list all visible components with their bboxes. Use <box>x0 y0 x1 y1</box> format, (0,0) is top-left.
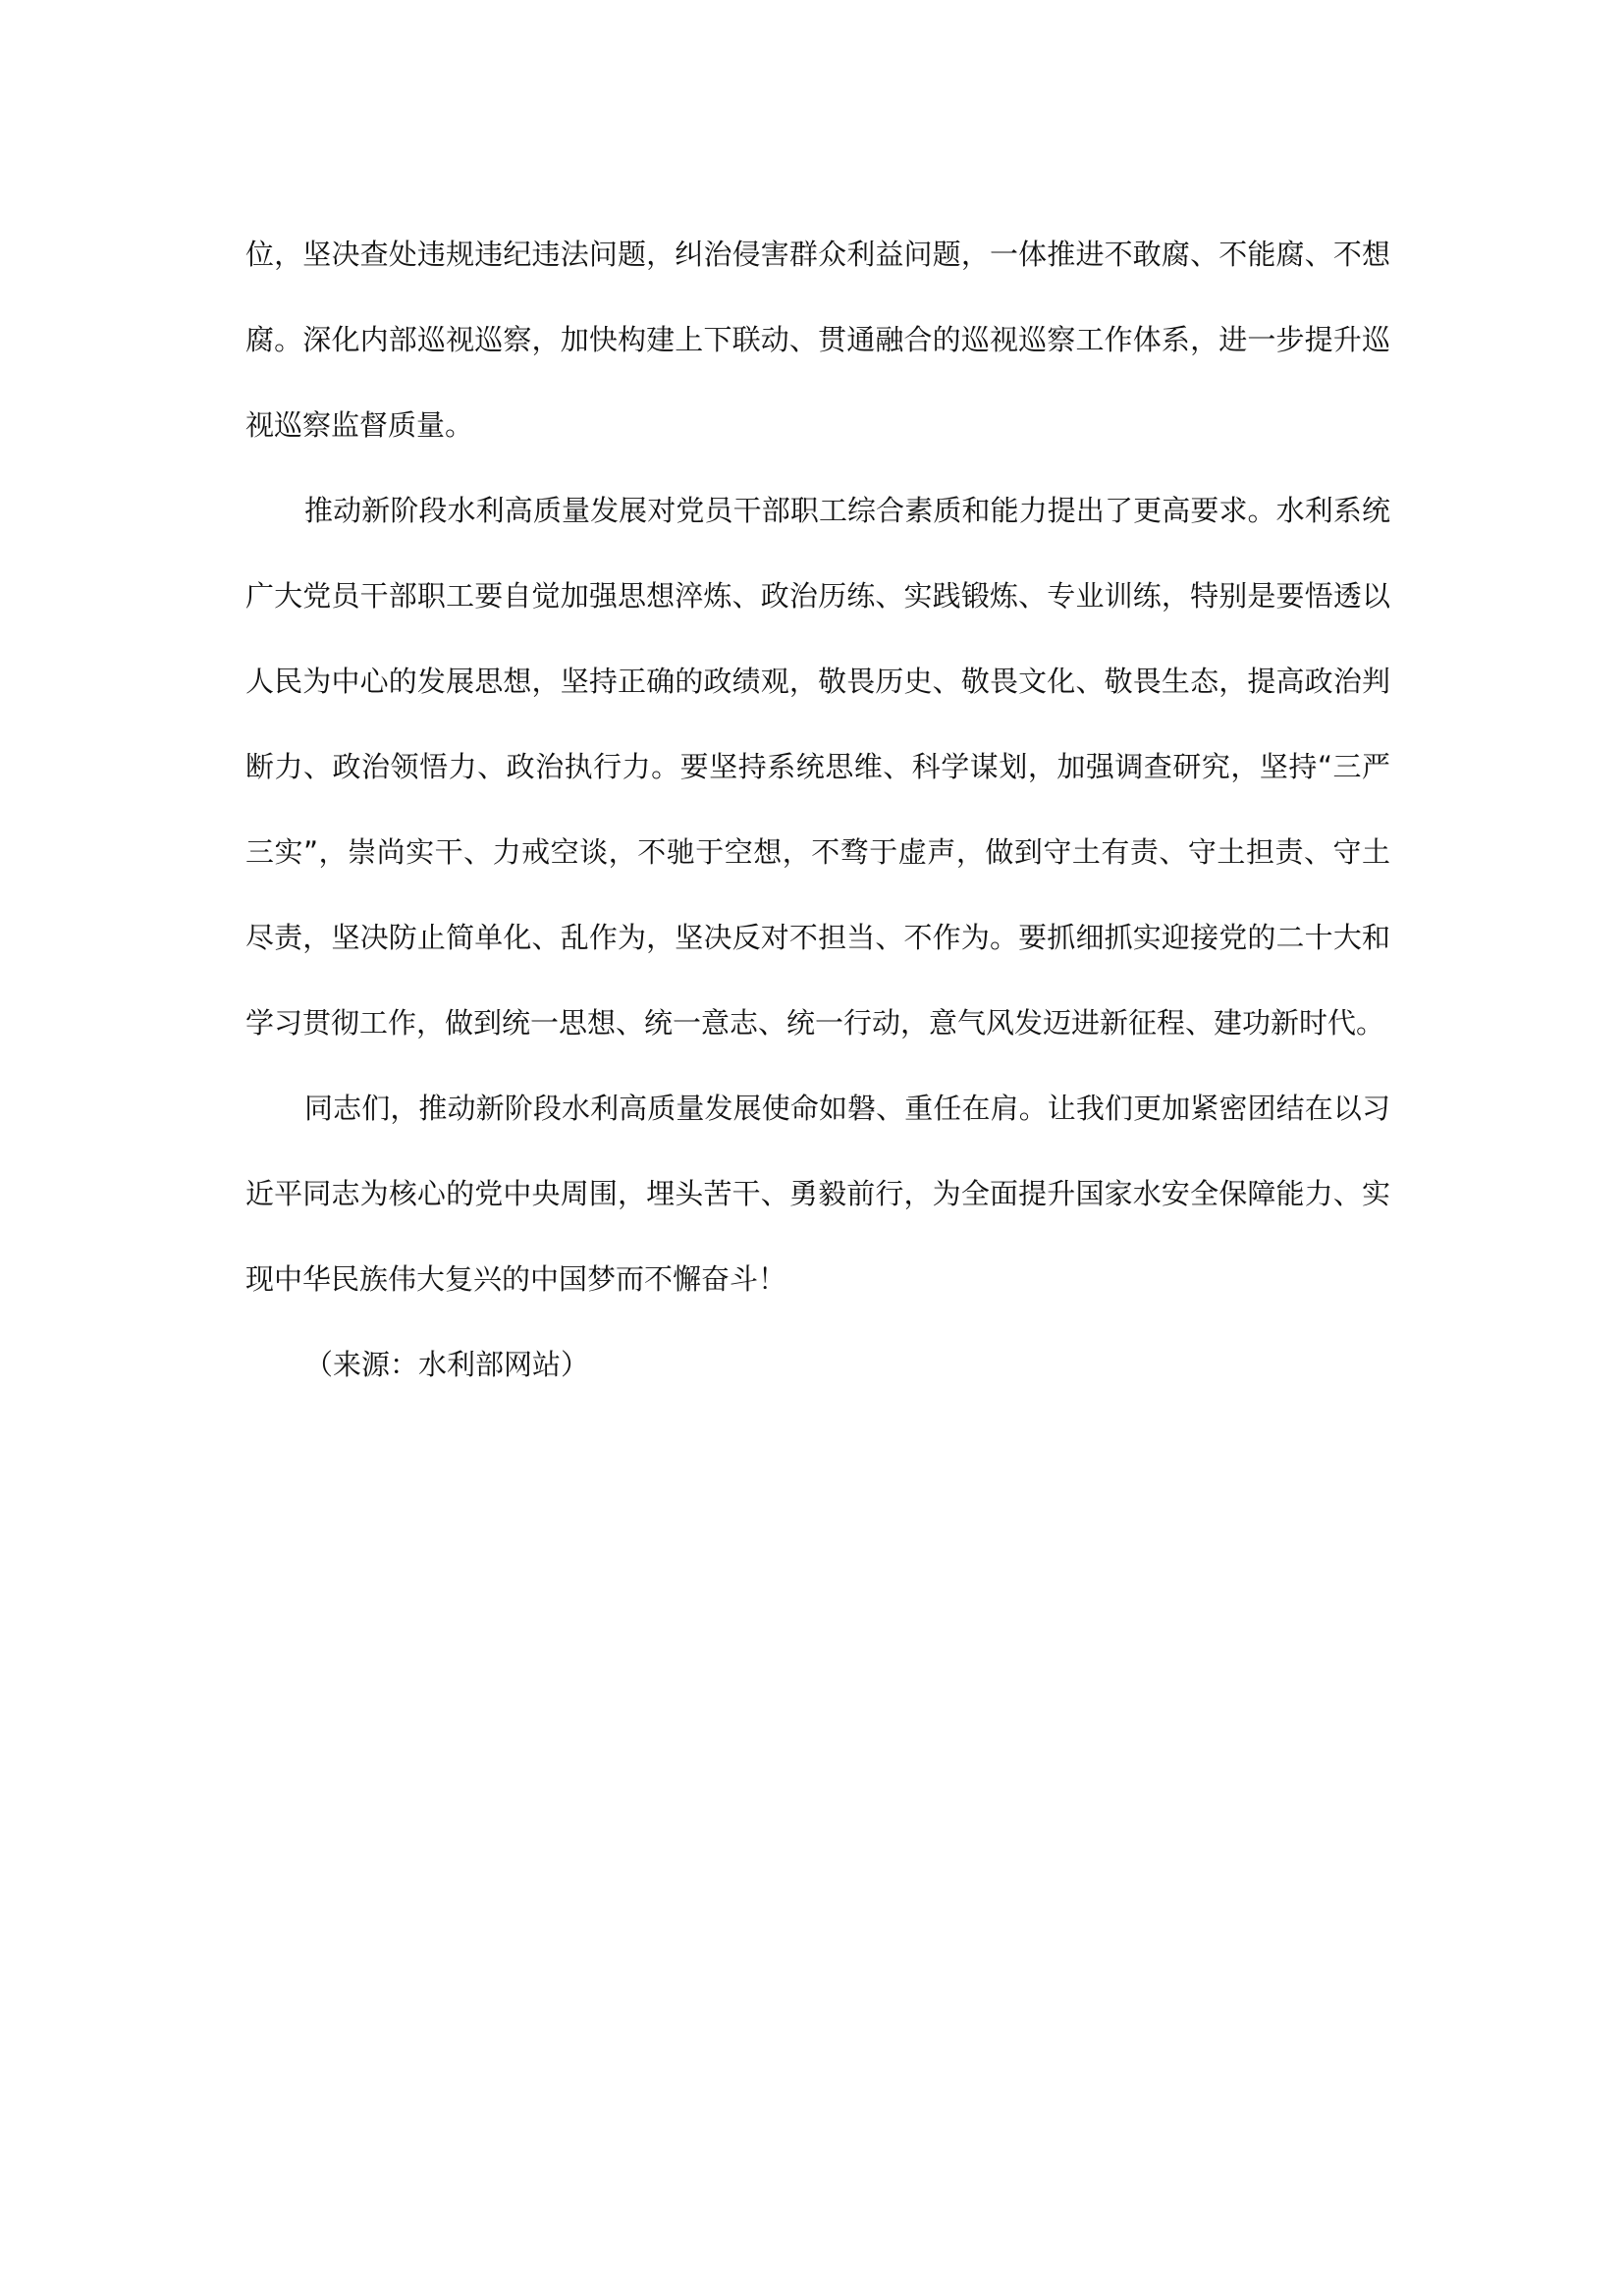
source-attribution: （来源：水利部网站） <box>304 1348 590 1381</box>
paragraph-quality-requirements: 推动新阶段水利高质量发展对党员干部职工综合素质和能力提出了更高要求。水利系统广大党员干部职工要自觉加强思想淬炼、政治历练、实践锻炼、专业训练，特别是要悟透以人民为中心的发展思想，坚持正确的政绩观，敬畏历史、敬畏文化、敬畏生态，提高政治判断力、政治领悟力、政治执行力。要坚持系统思维、科学谋划，加强调查研究，坚持“三严三实”，崇尚实干、力戒空谈，不驰于空想，不骛于虚声，做到守土有责、守土担责、守土尽责，坚决防止简单化、乱作为，坚决反对不担当、不作为。要抓细抓实迎接党的二十大和学习贯彻工作，做到统一思想、统一意志、统一行动，意气风发迈进新征程、建功新时代。 <box>245 494 1390 1040</box>
paragraph-continued: 位，坚决查处违规违纪违法问题，纠治侵害群众利益问题，一体推进不敢腐、不能腐、不想腐。深化内部巡视巡察，加快构建上下联动、贯通融合的巡视巡察工作体系，进一步提升巡视巡察监督质量。 <box>245 238 1390 442</box>
document-body <box>245 212 1390 1408</box>
paragraph-closing-call: 同志们，推动新阶段水利高质量发展使命如磐、重任在肩。让我们更加紧密团结在以习近平同志为核心的党中央周围，埋头苦干、勇毅前行，为全面提升国家水安全保障能力、实现中华民族伟大复兴的中国梦而不懈奋斗！ <box>245 1092 1390 1296</box>
